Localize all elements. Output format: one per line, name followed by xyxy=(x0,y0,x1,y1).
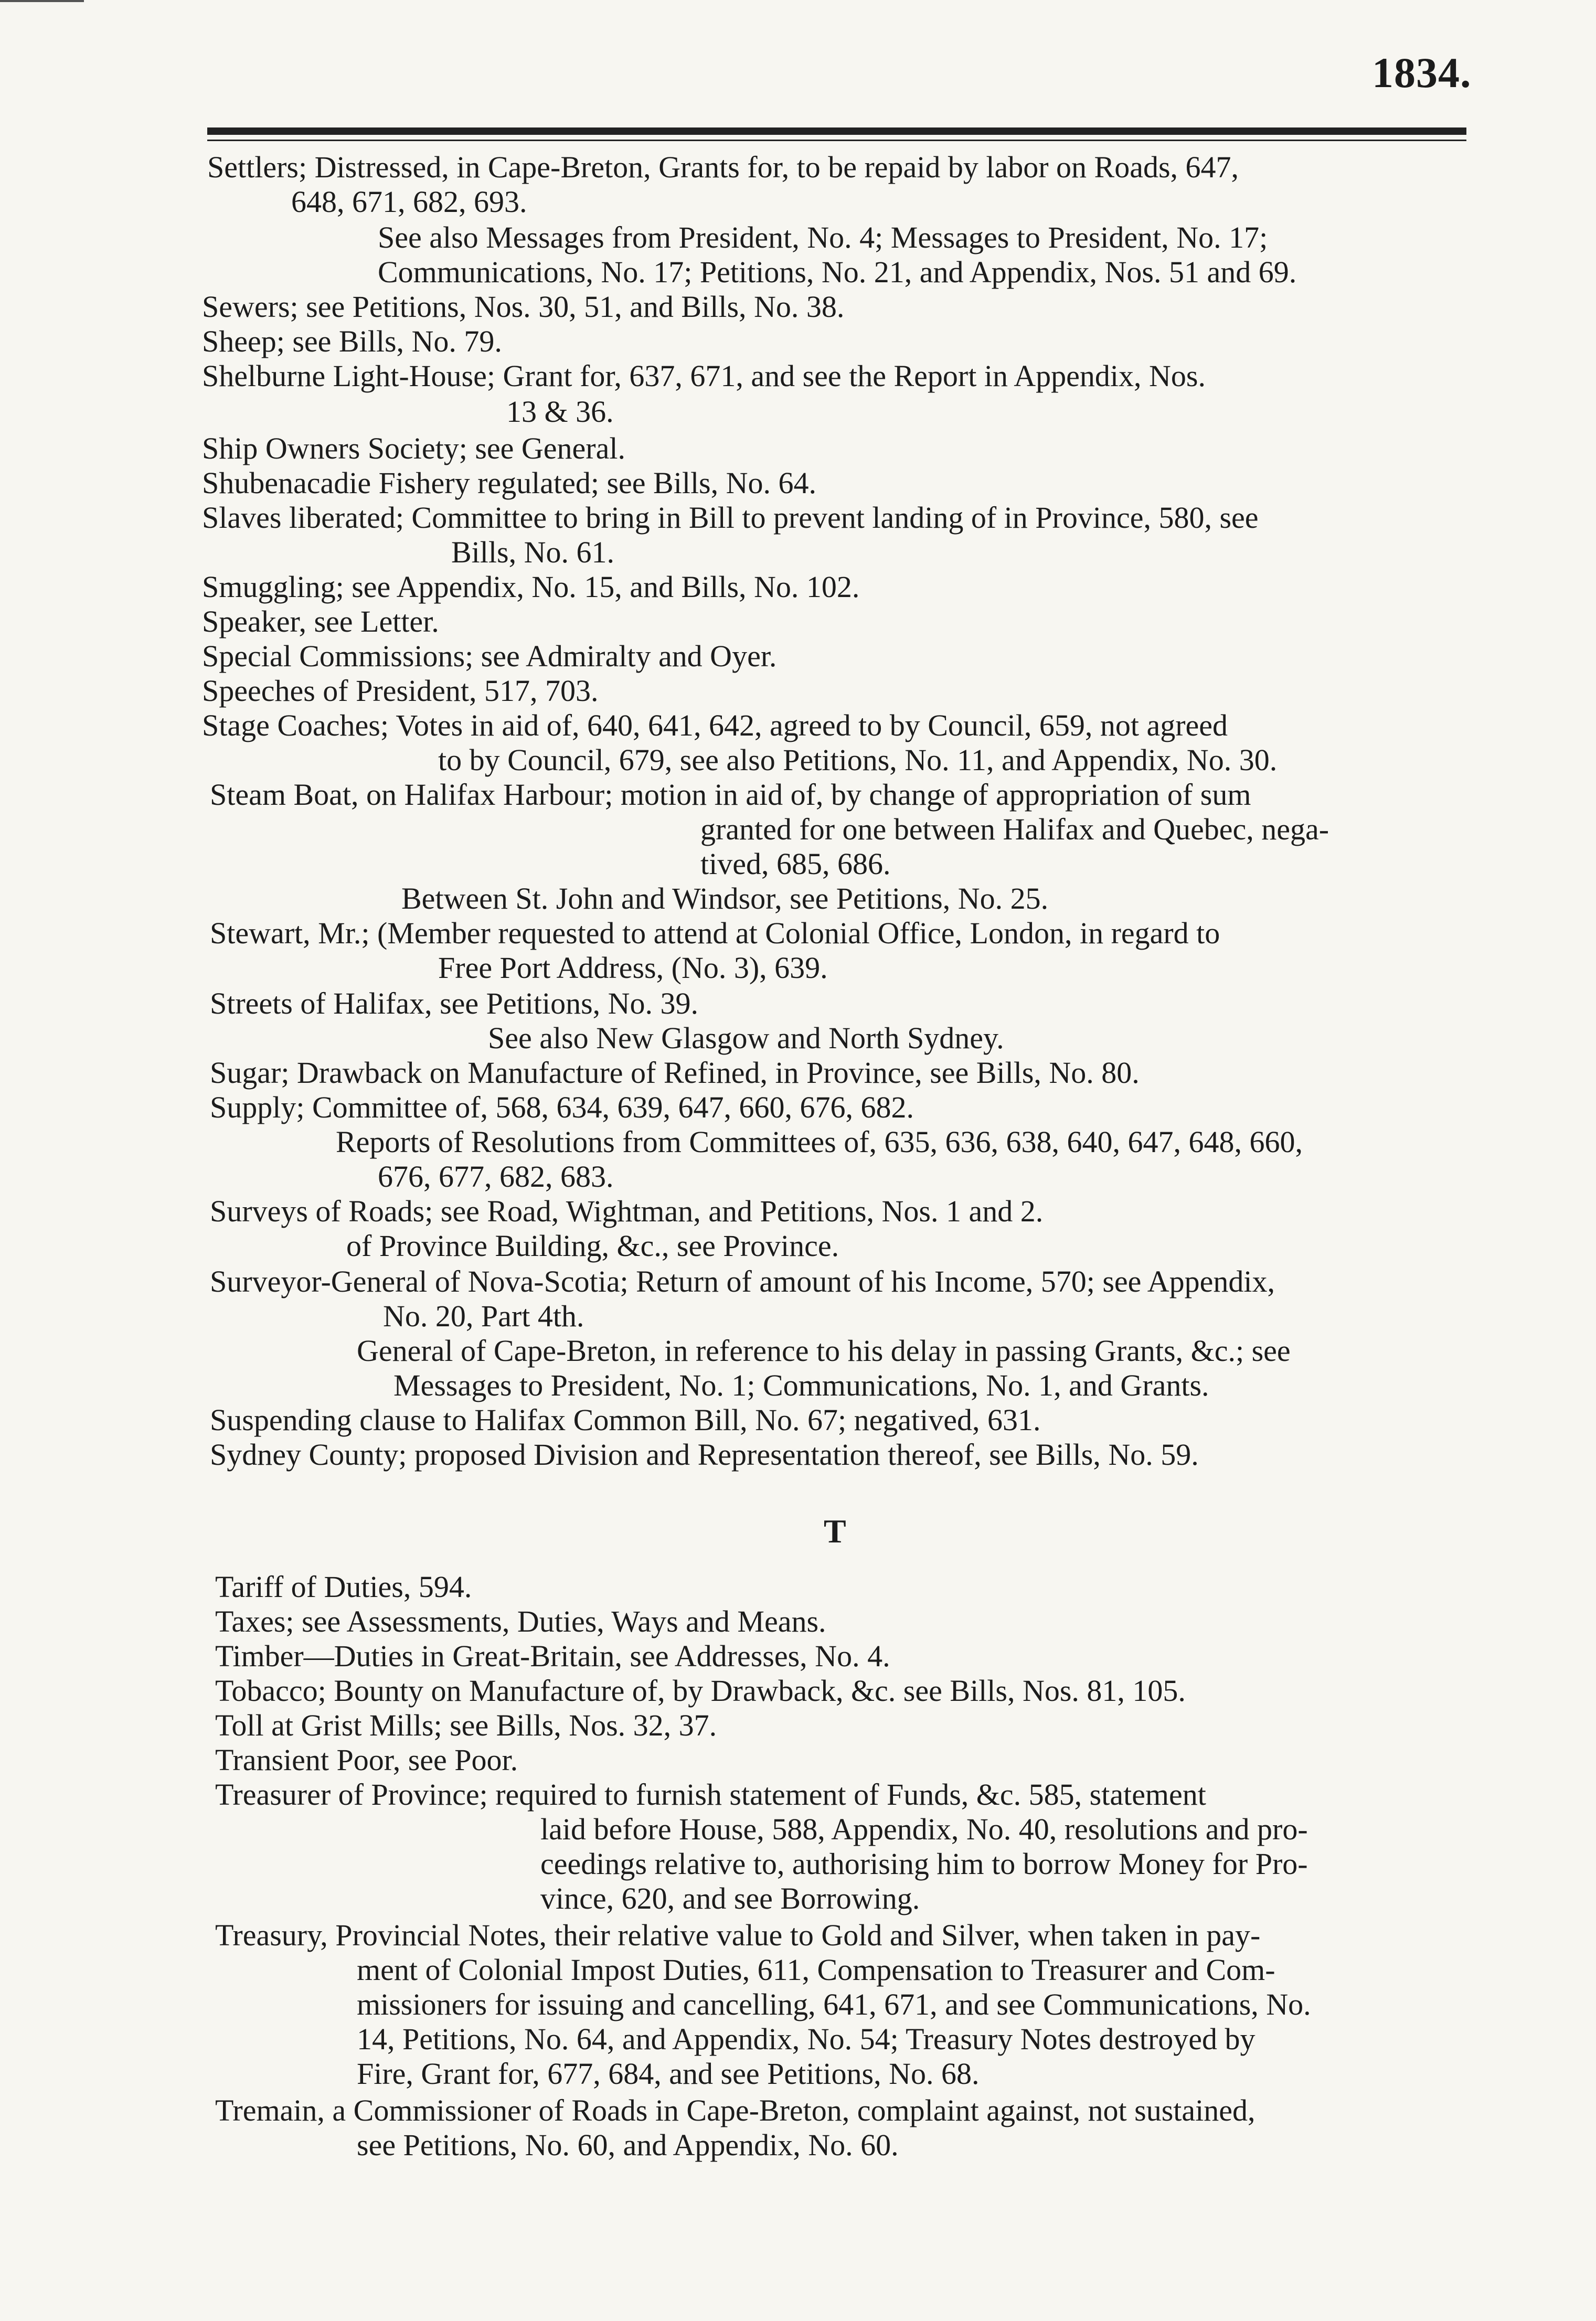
index-line: Toll at Grist Mills; see Bills, Nos. 32, 37. xyxy=(215,1708,717,1742)
index-line: Supply; Committee of, 568, 634, 639, 647, 660, 676, 682. xyxy=(210,1090,914,1124)
index-line: General of Cape-Breton, in reference to his delay in passing Grants, &c.; see xyxy=(357,1334,1291,1368)
index-line: Surveys of Roads; see Road, Wightman, and Petitions, Nos. 1 and 2. xyxy=(210,1194,1044,1228)
index-line: see Petitions, No. 60, and Appendix, No. 60. xyxy=(357,2128,899,2162)
index-line: Stage Coaches; Votes in aid of, 640, 641, 642, agreed to by Council, 659, not agreed xyxy=(202,708,1228,742)
index-line: Reports of Resolutions from Committees of, 635, 636, 638, 640, 647, 648, 660, xyxy=(336,1125,1303,1159)
index-line: of Province Building, &c., see Province. xyxy=(346,1229,839,1263)
index-line: Surveyor-General of Nova-Scotia; Return of amount of his Income, 570; see Appendix, xyxy=(210,1264,1275,1298)
index-line: 13 & 36. xyxy=(506,395,614,429)
index-line: Speeches of President, 517, 703. xyxy=(202,674,599,708)
index-line: Smuggling; see Appendix, No. 15, and Bills, No. 102. xyxy=(202,570,860,604)
index-line: Streets of Halifax, see Petitions, No. 39. xyxy=(210,986,699,1020)
index-line: Suspending clause to Halifax Common Bill, No. 67; negatived, 631. xyxy=(210,1403,1041,1437)
index-line: to by Council, 679, see also Petitions, No. 11, and Appendix, No. 30. xyxy=(438,743,1278,777)
index-line: ceedings relative to, authorising him to borrow Money for Pro- xyxy=(540,1847,1308,1881)
index-line: Sheep; see Bills, No. 79. xyxy=(202,324,502,358)
index-line: Tariff of Duties, 594. xyxy=(215,1570,472,1604)
index-line: 14, Petitions, No. 64, and Appendix, No. 54; Treasury Notes destroyed by xyxy=(357,2022,1255,2056)
index-line: Communications, No. 17; Petitions, No. 21, and Appendix, Nos. 51 and 69. xyxy=(378,255,1297,289)
page-year: 1834. xyxy=(1372,49,1472,97)
index-line: Sewers; see Petitions, Nos. 30, 51, and Bills, No. 38. xyxy=(202,290,845,324)
index-line: Free Port Address, (No. 3), 639. xyxy=(438,951,828,985)
index-line: Fire, Grant for, 677, 684, and see Petitions, No. 68. xyxy=(357,2057,980,2091)
index-line: Between St. John and Windsor, see Petitions, No. 25. xyxy=(401,881,1049,915)
index-line: Taxes; see Assessments, Duties, Ways and Means. xyxy=(215,1604,826,1638)
index-line: Timber—Duties in Great-Britain, see Addresses, No. 4. xyxy=(215,1639,890,1673)
index-line: vince, 620, and see Borrowing. xyxy=(540,1881,920,1915)
section-letter: T xyxy=(824,1513,846,1550)
index-line: Treasury, Provincial Notes, their relative value to Gold and Silver, when taken in pay- xyxy=(215,1918,1261,1952)
index-line: Steam Boat, on Halifax Harbour; motion in aid of, by change of appropriation of sum xyxy=(210,778,1251,812)
index-line: Sydney County; proposed Division and Representation thereof, see Bills, No. 59. xyxy=(210,1438,1199,1472)
index-line: tived, 685, 686. xyxy=(700,847,891,881)
index-line: No. 20, Part 4th. xyxy=(383,1299,584,1333)
header-rule-thin xyxy=(207,140,1466,141)
header-rule-thick xyxy=(207,127,1466,135)
index-line: Settlers; Distressed, in Cape-Breton, Grants for, to be repaid by labor on Roads, 647, xyxy=(207,150,1239,184)
index-line: laid before House, 588, Appendix, No. 40, resolutions and pro- xyxy=(540,1812,1308,1846)
index-line: Slaves liberated; Committee to bring in Bill to prevent landing of in Province, 580, see xyxy=(202,501,1259,535)
index-line: Shelburne Light-House; Grant for, 637, 671, and see the Report in Appendix, Nos. xyxy=(202,359,1206,393)
index-line: Stewart, Mr.; (Member requested to attend at Colonial Office, London, in regard to xyxy=(210,916,1220,950)
index-line: Sugar; Drawback on Manufacture of Refined, in Province, see Bills, No. 80. xyxy=(210,1056,1140,1090)
index-line: See also New Glasgow and North Sydney. xyxy=(488,1021,1004,1055)
index-line: 648, 671, 682, 693. xyxy=(291,185,527,219)
index-line: ment of Colonial Impost Duties, 611, Compensation to Treasurer and Com- xyxy=(357,1953,1275,1987)
index-line: Bills, No. 61. xyxy=(451,535,614,569)
index-line: Shubenacadie Fishery regulated; see Bills, No. 64. xyxy=(202,466,817,500)
index-line: Speaker, see Letter. xyxy=(202,604,439,638)
index-line: granted for one between Halifax and Quebec, nega- xyxy=(700,812,1329,846)
index-line: 676, 677, 682, 683. xyxy=(378,1159,614,1194)
index-line: Transient Poor, see Poor. xyxy=(215,1743,518,1777)
corner-mark xyxy=(0,0,84,2)
index-line: See also Messages from President, No. 4; Messages to President, No. 17; xyxy=(378,220,1268,254)
index-line: missioners for issuing and cancelling, 641, 671, and see Communications, No. xyxy=(357,1987,1311,2021)
index-line: Ship Owners Society; see General. xyxy=(202,431,625,465)
index-line: Treasurer of Province; required to furnish statement of Funds, &c. 585, statement xyxy=(215,1777,1206,1812)
index-line: Special Commissions; see Admiralty and Oyer. xyxy=(202,639,777,673)
index-line: Tobacco; Bounty on Manufacture of, by Drawback, &c. see Bills, Nos. 81, 105. xyxy=(215,1674,1186,1708)
index-line: Messages to President, No. 1; Communications, No. 1, and Grants. xyxy=(393,1368,1209,1402)
index-line: Tremain, a Commissioner of Roads in Cape-Breton, complaint against, not sustained, xyxy=(215,2093,1255,2127)
